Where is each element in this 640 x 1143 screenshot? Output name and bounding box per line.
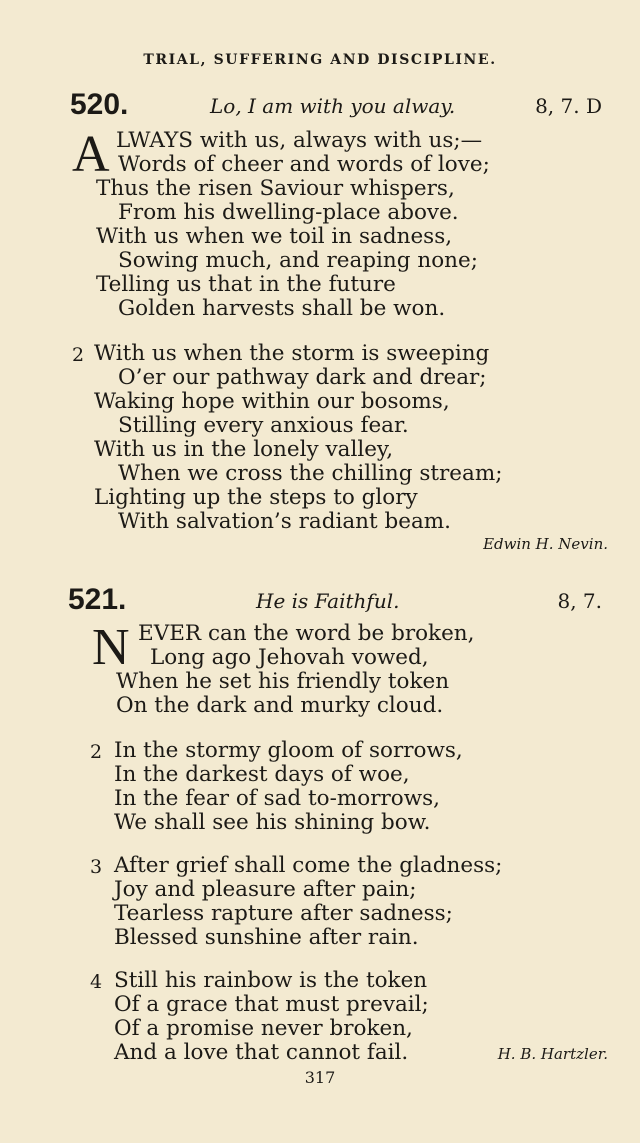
verse-line: In the fear of sad to-morrows, xyxy=(114,786,440,811)
verse-line: Long ago Jehovah vowed, xyxy=(150,645,429,670)
verse-line: Joy and pleasure after pain; xyxy=(114,877,417,902)
stanza-number: 2 xyxy=(90,741,103,763)
verse-line: With us in the lonely valley, xyxy=(94,437,394,462)
running-head: TRIAL, SUFFERING AND DISCIPLINE. xyxy=(143,52,497,68)
verse-line: Waking hope within our bosoms, xyxy=(94,389,450,414)
drop-cap: A xyxy=(72,126,110,183)
hymn-521-header xyxy=(0,583,640,619)
verse-line: Golden harvests shall be won. xyxy=(118,296,446,321)
verse-line: Stilling every anxious fear. xyxy=(118,413,409,438)
verse-line: In the darkest days of woe, xyxy=(114,762,410,787)
verse-line: O’er our pathway dark and drear; xyxy=(118,365,487,390)
verse-line: Words of cheer and words of love; xyxy=(118,152,490,177)
hymn-520-header xyxy=(0,88,640,124)
verse-line: When he set his friendly token xyxy=(116,669,450,694)
hymn-title: Lo, I am with you alway. xyxy=(210,94,456,118)
verse-line: And a love that cannot fail. xyxy=(114,1040,409,1065)
stanza-number: 3 xyxy=(90,856,103,878)
stanza-number: 4 xyxy=(90,971,103,993)
author-credit: Edwin H. Nevin. xyxy=(483,535,608,553)
verse-line: Of a grace that must prevail; xyxy=(114,992,429,1017)
verse-line: Still his rainbow is the token xyxy=(114,968,428,993)
verse-line: After grief shall come the gladness; xyxy=(114,853,503,878)
verse-line: With us when the storm is sweeping xyxy=(94,341,490,366)
verse-line: Tearless rapture after sadness; xyxy=(114,901,453,926)
verse-line: When we cross the chilling stream; xyxy=(118,461,503,486)
stanza-number: 2 xyxy=(72,344,85,366)
hymn-number: 521. xyxy=(68,583,127,616)
verse-line: With salvation’s radiant beam. xyxy=(118,509,452,534)
verse-line: Thus the risen Saviour whispers, xyxy=(96,176,455,201)
verse-line: Blessed sunshine after rain. xyxy=(114,925,419,950)
verse-line: Lighting up the steps to glory xyxy=(94,485,418,510)
verse-line: From his dwelling-place above. xyxy=(118,200,459,225)
verse-line: LWAYS with us, always with us;— xyxy=(116,128,483,153)
hymn-meter: 8, 7. D xyxy=(535,94,602,118)
verse-line: Of a promise never broken, xyxy=(114,1016,413,1041)
author-credit: H. B. Hartzler. xyxy=(497,1045,608,1063)
verse-line: Telling us that in the future xyxy=(96,272,396,297)
verse-line: On the dark and murky cloud. xyxy=(116,693,444,718)
hymn-number: 520. xyxy=(70,88,129,121)
verse-line: Sowing much, and reaping none; xyxy=(118,248,478,273)
verse-line: With us when we toil in sadness, xyxy=(96,224,453,249)
verse-line: We shall see his shining bow. xyxy=(114,810,431,835)
drop-cap: N xyxy=(92,619,130,676)
verse-line: EVER can the word be broken, xyxy=(138,621,475,646)
hymn-title: He is Faithful. xyxy=(256,589,400,613)
page-number: 317 xyxy=(304,1068,336,1087)
hymn-meter: 8, 7. xyxy=(557,589,602,613)
verse-line: In the stormy gloom of sorrows, xyxy=(114,738,463,763)
